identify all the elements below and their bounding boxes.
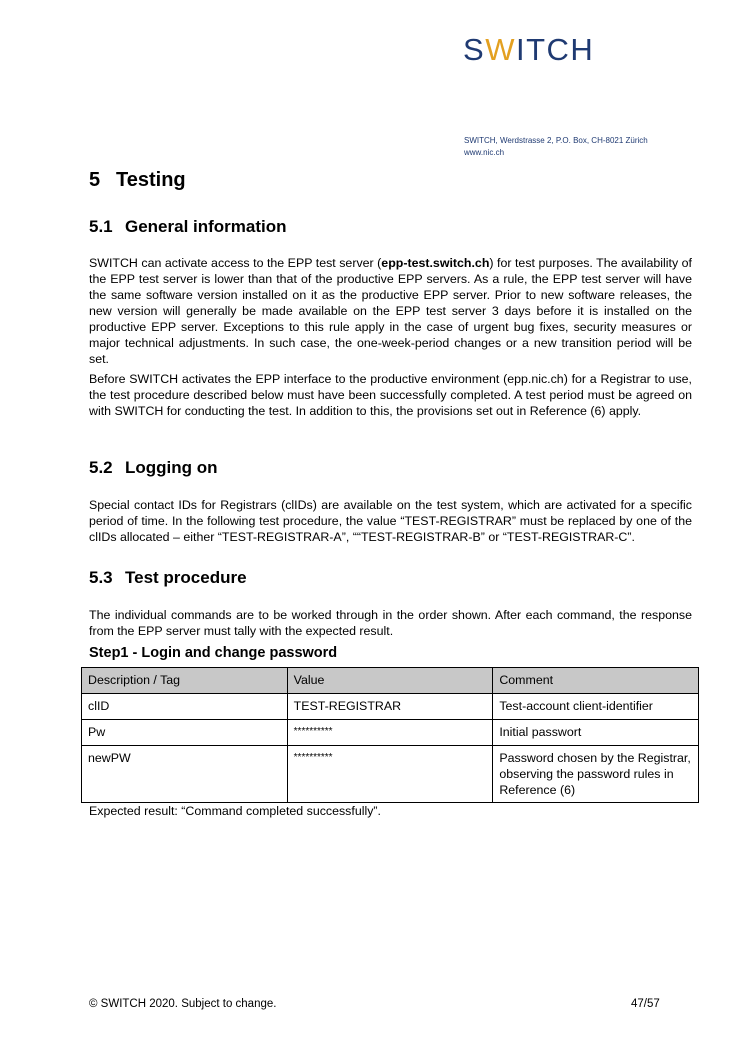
section-heading [89, 169, 186, 192]
column-header: Comment [493, 668, 699, 694]
address-line: SWITCH, Werdstrasse 2, P.O. Box, CH-8021 Zürich [464, 136, 648, 145]
table-cell: ********** [287, 746, 493, 803]
test-procedure-paragraph: The individual commands are to be worked through in the order shown. After each command, the response from the EPP server must tally with the expected result. [89, 608, 692, 638]
table-row [82, 746, 699, 803]
table-cell: ********** [287, 720, 493, 746]
subsection-title: General information [125, 217, 287, 236]
header-address [464, 135, 648, 159]
table-cell: Password chosen by the Registrar, observing the password rules in Reference (6) [493, 746, 699, 803]
expected-result: Expected result: “Command completed successfully”. [89, 804, 381, 818]
table-cell: newPW [82, 746, 288, 803]
test-server-host: epp-test.switch.ch [381, 256, 490, 270]
table-cell: Initial passwort [493, 720, 699, 746]
table-row [82, 694, 699, 720]
table-cell: TEST-REGISTRAR [287, 694, 493, 720]
subsection-heading-logging [89, 458, 218, 478]
column-header: Value [287, 668, 493, 694]
section-number: 5 [89, 169, 101, 191]
general-info-paragraph-2: Before SWITCH activates the EPP interface to the productive environment (epp.nic.ch) for a Registrar to use, the test procedure described below must have been successfully completed. A test period must be agreed on with SWITCH for conducting the test. In addition to this, the provisions set out in Reference (6) apply. [89, 372, 692, 418]
subsection-heading-general [89, 217, 287, 237]
logging-on-paragraph: Special contact IDs for Registrars (clIDs) are available on the test system, which are activated for a specific period of time. In the following test procedure, the value “TEST-REGISTRAR” must be replaced by one of the clIDs allocated – either “TEST-REGISTRAR-A”, ““TEST-REGISTRAR-B” or “TEST-REGISTRAR-C”. [89, 498, 692, 544]
switch-logo: SWITCH [463, 32, 595, 67]
table-cell: Pw [82, 720, 288, 746]
website-link[interactable]: www.nic.ch [464, 148, 505, 157]
step-heading: Step1 - Login and change password [89, 645, 338, 661]
subsection-title: Logging on [125, 458, 218, 477]
general-info-paragraph-1: SWITCH can activate access to the EPP test server (epp-test.switch.ch) for test purposes. The availability of the EPP test server is lower than that of the productive EPP servers. As a rule, the EPP test server will have the same software version installed on it as the productive EPP server. Prior to new software releases, the new version will generally be made available on the EPP test server 3 days before it is installed on the productive EPP server. Exceptions to this rule apply in the case of urgent bug fixes, security measures or major technical adjustments. In such case, the one-week-period changes or a new transition period will be set. [89, 256, 693, 366]
subsection-number: 5.2 [89, 458, 113, 477]
table-cell: clID [82, 694, 288, 720]
subsection-number: 5.3 [89, 568, 113, 587]
subsection-number: 5.1 [89, 217, 113, 236]
section-title: Testing [116, 169, 186, 191]
subsection-heading-test-procedure [89, 568, 247, 588]
footer-copyright: © SWITCH 2020. Subject to change. [89, 998, 277, 1010]
table-row [82, 720, 699, 746]
table-cell: Test-account client-identifier [493, 694, 699, 720]
table-header-row [82, 668, 699, 694]
subsection-title: Test procedure [125, 568, 247, 587]
page-number: 47/57 [631, 998, 660, 1010]
step1-table [81, 667, 699, 803]
column-header: Description / Tag [82, 668, 288, 694]
